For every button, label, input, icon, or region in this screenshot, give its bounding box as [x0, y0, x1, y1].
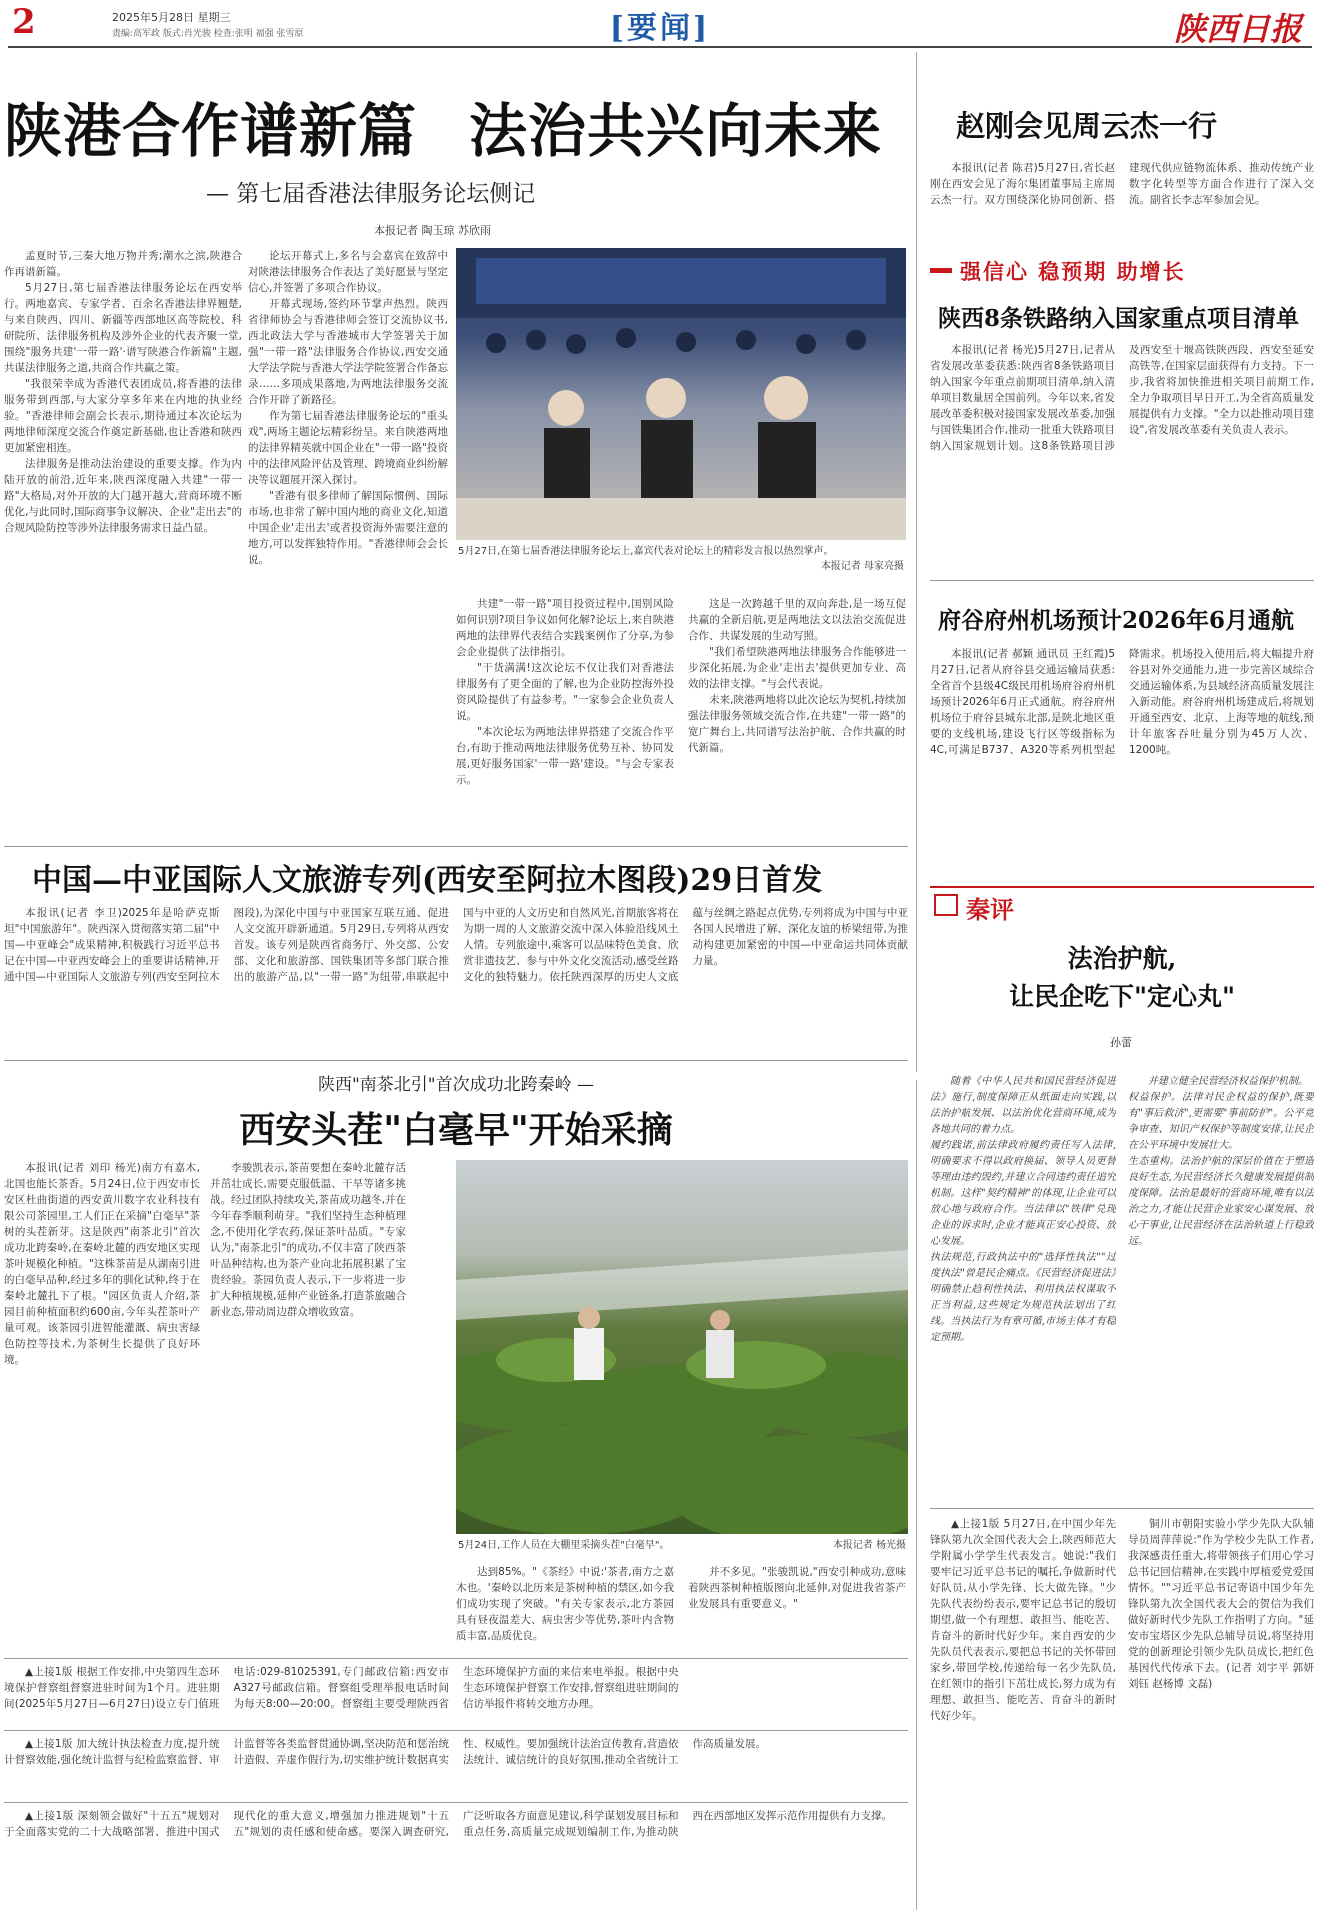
- bottom-right-column-1: [930, 1516, 1116, 1912]
- tea-photo-caption: [458, 1538, 906, 1553]
- photo-credit: 本报记者 母家亮摄: [820, 561, 904, 572]
- section-divider: [930, 1508, 1314, 1509]
- date-line: 2025年5月28日 星期三: [112, 11, 231, 24]
- railway-body: [4, 905, 908, 1081]
- paragraph: ▲上接1版 根据工作安排,中央第四生态环境保护督察组督察进驻时间为1个月。进驻期间(2025年5月27日—6月27日)设立专门值班电话:029-81025391,专门邮政信箱:西安市A327号邮政信箱。督察组受理举报电话时间为每天8:00—20:00。督察组主要受理陕西省生态环境保护方面的来信来电举报。根据中央生态环境保护督察工作安排,督察组进驻期间的信访举报件将转交地方办理。: [4, 1666, 679, 1710]
- paragraph: "香港有很多律师了解国际惯例、国际市场,也非常了解中国内地的商业文化,知道中国企业'走出去'或者投资海外需要注意的地方,可以发挥独特作用。"香港律师会会长说。: [248, 490, 448, 566]
- commentary-author: 孙蕾: [1110, 1036, 1132, 1049]
- continuation-1: [4, 1664, 908, 1726]
- news1-title: 赵刚会见周云杰一行: [956, 109, 1218, 143]
- paragraph: ▲上接1版 加大统计执法检查力度,提升统计督察效能,强化统计监督与纪检监察监督、审计监督等各类监督贯通协调,坚决防范和惩治统计造假、弄虚作假行为,切实维护统计数据真实性、权威性。要加强统计法治宣传教育,营造依法统计、诚信统计的良好氛围,推动全省统计工作高质量发展。: [4, 1738, 766, 1766]
- paragraph: 这是一次跨越千里的双向奔赴,是一场互促共赢的全新启航,更是两地法文以法治交流促进合作、共谋发展的生动写照。: [688, 598, 906, 642]
- paragraph: 5月27日,第七届香港法律服务论坛在西安举行。两地嘉宾、专家学者、百余名香港法律界翘楚,与来自陕西、四川、新疆等西部地区高等院校、科研院所、法律服务机构及涉外企业的代表齐聚一堂,围绕"服务共建'一带一路'·谱写陕港合作新篇"主题,共谋法律服务之道,共商合作共赢之策。: [4, 282, 242, 374]
- paragraph: 达到85%。"《茶经》中说:'茶者,南方之嘉木也。'秦岭以北历来是茶树种植的禁区,如今我们成功实现了突破。"有关专家表示,北方茶园具有昼夜温差大、病虫害少等优势,茶叶内含物质丰富,品质优良。: [456, 1566, 674, 1642]
- news-divider: [930, 580, 1314, 581]
- paragraph: ▲上接1版 深刻领会做好"十五五"规划对于全面落实党的二十大战略部署、推进中国式现代化的重大意义,增强加力推进规划"十五五"规划的责任感和使命感。要深入调查研究,广泛听取各方面意见建议,科学谋划发展目标和重点任务,高质量完成规划编制工作,为推动陕西在西部地区发挥示范作用提供有力支撑。: [4, 1810, 892, 1838]
- continuation-3: [4, 1808, 908, 1912]
- tea-garden-photo: [456, 1160, 908, 1534]
- commentary-title-line-1: 法治护航,: [1067, 944, 1177, 973]
- conference-audience-illustration: [456, 248, 906, 540]
- paragraph: 孟夏时节,三秦大地万物并秀;潮水之滨,陕港合作再谱新篇。: [4, 250, 242, 278]
- paragraph: 李骏凯表示,茶苗要想在秦岭北麓存活并茁壮成长,需要克服低温、干旱等诸多挑战。经过团队持续攻关,茶苗成功越冬,并在今年春季顺利萌芽。"我们坚持生态种植理念,不使用化学农药,保证茶叶品质。"专家认为,"南茶北引"的成功,不仅丰富了陕西茶叶品种结构,也为茶产业向北拓展积累了宝贵经验。茶园负责人表示,下一步将进一步扩大种植规模,延伸产业链条,打造茶旅融合新业态,带动周边群众增收致富。: [210, 1162, 406, 1318]
- masthead-divider: [8, 46, 1312, 48]
- lead-title-part-a: 陕港合作谱新篇: [4, 97, 418, 165]
- conference-photo: [456, 248, 906, 540]
- paragraph: 本报讯(记者 郝颖 通讯员 王红霞)5月27日,记者从府谷县交通运输局获悉:全省首个县级4C级民用机场府谷府州机场预计2026年6月正式通航。府谷府州机场位于府谷县城东北部,是陕北地区重要的支线机场,建设飞行区等级指标为4C,可满足B737、A320等系列机型起降需求。机场投入使用后,将大幅提升府谷县对外交通能力,进一步完善区域综合交通运输体系,为县域经济高质量发展注入新动能。府谷府州机场建成后,将规划开通至西安、北京、上海等地的航线,预计年旅客吞吐量分别为45万人次、1200吨。: [930, 648, 1314, 756]
- tea-column-3: [456, 1564, 674, 1654]
- paragraph: 并不多见。"张骏凯说,"西安引种成功,意味着陕西茶树种植版图向北延伸,对促进我省茶产业发展具有重要意义。": [688, 1566, 906, 1610]
- railway-title: 中国—中亚国际人文旅游专列(西安至阿拉木图段)29日首发: [32, 863, 823, 898]
- tea-kicker: 陕西"南茶北引"首次成功北跨秦岭 —: [317, 1075, 595, 1095]
- lead-subtitle: — 第七届香港法律服务论坛侧记: [206, 181, 536, 207]
- paragraph: 开幕式现场,签约环节掌声热烈。陕西省律师协会与香港律师会签订交流协议书,西北政法大学与香港城市大学签署关于加强"一带一路"法律服务合作协议,西安交通大学法学院与香港大学法学院签署合作备忘录……多项成果落地,为两地法律服务交流合作开辟了新路径。: [248, 298, 448, 406]
- paper-name-logo: 陕西日报: [1173, 10, 1302, 48]
- paragraph: ▲上接1版 5月27日,在中国少年先锋队第九次全国代表大会上,陕西师范大学附属小学学生代表发言。她说:"我们要牢记习近平总书记的嘱托,争做新时代好队员,从小学先锋、长大做先锋。"少先队代表纷纷表示,要牢记总书记的殷切期望,做一个有理想、敢担当、能吃苦、肯奋斗的新时代好少年。来自西安的少先队员代表表示,要把总书记的关怀带回家乡,带回学校,传递给每一名少先队员,在红领巾的指引下茁壮成长,努力成为有理想、敢担当、能吃苦、肯奋斗的新时代好少年。: [930, 1518, 1116, 1722]
- paragraph: 法律服务是推动法治建设的重要支撑。作为内陆开放的前沿,近年来,陕西深度融入共建"一带一路"大格局,对外开放的大门越开越大,营商环境不断优化,与此同时,国际商事争议解决、企业"走出去"的合规风险防控等涉外法律服务需求日益凸显。: [4, 458, 242, 534]
- commentary-title: [930, 940, 1314, 1016]
- tea-column-2: [210, 1160, 406, 1600]
- commentary-label: [930, 886, 1314, 924]
- campaign-text: 强信心 稳预期 助增长: [960, 259, 1186, 284]
- bottom-right-column-2: [1128, 1516, 1314, 1912]
- column-divider: [916, 52, 917, 1072]
- lead-column-4: [688, 596, 906, 836]
- tea-title: 西安头茬"白毫早"开始采摘: [239, 1109, 673, 1151]
- commentary-label-text: 秦评: [966, 895, 1014, 924]
- paragraph: 并建立健全民营经济权益保护机制。 权益保护。法律对民企权益的保护,既要有"事后救济",更需要"事前防护"。公平竞争审查、知识产权保护等制度安排,让民企在公平环境中发展壮大。 生态重构。法治护航的深层价值在于塑造良好生态,为民营经济长久健康发展提供制度保障。法治是最好的营商环境,唯有以法治之力,才能让民营企业家安心谋发展、放心干事业,让民营经济在法治轨道上行稳致远。: [1128, 1076, 1314, 1247]
- staff-line: 责编:高军政 版式:肖光骏 检查:张明 福强 张雪原: [112, 29, 304, 39]
- section-divider: [4, 1658, 908, 1659]
- paragraph: 随着《中华人民共和国民营经济促进法》施行,制度保障正从纸面走向实践,以法治护航发展、以法治优化营商环境,成为各地共同的着力点。 履约践诺,前法律政府履约责任写入法律,明确要求不得以政府换届、领导人员更替等理由违约毁约,并建立合同违约责任追究机制。这样"契约精神"的体现,让企业可以放心地与政府合作。当法律以"铁律"兑现企业的诉求时,企业才能真正安心投资、放心发展。 执法规范,行政执法中的"选择性执法""过度执法"曾是民企痛点。《民营经济促进法》明确禁止趋利性执法、利用执法权谋取不正当利益,这些规定为规范执法划出了红线。当执法行为有章可循,市场主体才有稳定预期。: [930, 1076, 1116, 1343]
- column-divider: [916, 1080, 917, 1910]
- commentary-title-line-2: 让民企吃下"定心丸": [1008, 982, 1236, 1011]
- tea-bushes-illustration: [456, 1160, 908, 1534]
- news3-body: [930, 646, 1314, 870]
- paragraph: 铜川市朝阳实验小学少先队大队辅导员周萍萍说:"作为学校少先队工作者,我深感责任重大,将带领孩子们用心学习总书记回信精神,在实践中厚植爱党爱国情怀。""习近平总书记寄语中国少年先锋队第九次全国代表大会的贺信为我们做好新时代少先队工作指明了方向。"延安市宝塔区少先队总辅导员说,将坚持用党的创新理论引领少先队员成长,把红色基因代代传承下去。(记者 刘宇平 郭妍 刘钰 赵杨博 文磊): [1128, 1518, 1314, 1690]
- paragraph: "干货满满!这次论坛不仅让我们对香港法律服务有了更全面的了解,也为企业防控海外投资风险提供了有益参考。"一家参会企业负责人说。: [456, 662, 674, 722]
- conference-photo-caption: [458, 544, 904, 574]
- paragraph: 作为第七届香港法律服务论坛的"重头戏",两场主题论坛精彩纷呈。来自陕港两地的法律界精英就中国企业在"一带一路"投资中的法律风险评估及管理、跨境商业纠纷解决等议题展开深入探讨。: [248, 410, 448, 486]
- caption-text: 5月24日,工作人员在大棚里采摘头茬"白毫早"。: [458, 1540, 670, 1551]
- lead-column-3: [456, 596, 674, 836]
- lead-column-2: [248, 248, 448, 836]
- paragraph: "本次论坛为两地法律界搭建了交流合作平台,有助于推动两地法律服务优势互补、协同发展,更好服务国家'一带一路'建设。"与会专家表示。: [456, 726, 674, 786]
- news3-title: 府谷府州机场预计2026年6月通航: [938, 607, 1295, 634]
- paragraph: 本报讯(记者 陈君)5月27日,省长赵刚在西安会见了海尔集团董事局主席周云杰一行。双方围绕深化协同创新、搭建现代供应链物流体系、推动传统产业数字化转型等方面合作进行了深入交流。副省长李志军参加会见。: [930, 162, 1314, 206]
- commentary-column-1: [930, 1058, 1116, 1498]
- lead-title: [4, 84, 882, 168]
- commentary-badge-icon: [934, 894, 958, 916]
- news2-title: 陕西8条铁路纳入国家重点项目清单: [938, 305, 1300, 332]
- paragraph: 本报讯(记者 李卫)2025年是哈萨克斯坦"中国旅游年"。陕西深入贯彻落实第二届"中国—中亚峰会"成果精神,积极践行习近平总书记在中国—中亚西安峰会上的重要讲话精神,开通中国—中亚国际人文旅游专列(西安至阿拉木图段),为深化中国与中亚国家互联互通、促进人文交流开辟新通道。5月29日,专列将从西安首发。该专列是陕西省商务厅、外交部、公安部、文化和旅游部、国铁集团等多部门联合推出的旅游产品,以"一带一路"为纽带,串联起中国与中亚的人文历史和自然风光,首期旅客将在为期一周的人文旅游交流中深入体验沿线风土人情。专列旅途中,乘客可以品味特色美食、欣赏非遗技艺、参与中外文化交流活动,感受丝路文化的独特魅力。依托陕西深厚的历史人文底蕴与丝绸之路起点优势,专列将成为中国与中亚各国人民增进了解、深化友谊的桥梁纽带,为推动构建更加紧密的中国—中亚命运共同体贡献力量。: [4, 907, 908, 983]
- paragraph: 本报讯(记者 杨光)5月27日,记者从省发展改革委获悉:陕西省8条铁路项目纳入国家今年重点前期项目清单,纳入清单项目数量居全国前列。今年以来,省发展改革委积极对接国家发展改革委,加强与国铁集团合作,推动一批重大铁路项目纳入国家规划计划。这8条铁路项目涉及西安至十堰高铁陕西段、西安至延安高铁等,在国家层面获得有力支持。下一步,我省将加快推进相关项目前期工作,全力争取项目早日开工,为全省高质量发展提供有力支撑。"全力以赴推动项目建设",省发展改革委有关负责人表示。: [930, 344, 1314, 452]
- page-number: 2: [12, 2, 36, 42]
- continuation-2: [4, 1736, 908, 1798]
- section-divider: [4, 1060, 908, 1061]
- news2-body: [930, 342, 1314, 566]
- commentary-column-2: [1128, 1058, 1314, 1498]
- campaign-bar: [930, 268, 952, 273]
- paragraph: 本报讯(记者 刘印 杨光)南方有嘉木,北国也能长茶香。5月24日,位于西安市长安区杜曲街道的西安黄川数字农业科技有限公司茶园里,工人们正在采摘"白毫早"茶树的头茬新芽。这是陕西"南茶北引"首次成功北跨秦岭,在秦岭北麓的西安地区实现茶叶规模化种植。"这株茶苗是从湖南引进的白毫早品种,经过多年的驯化试种,终于在秦岭北麓扎下了根。"园区负责人介绍,茶园目前种植面积约600亩,今年头茬茶叶产量可观。该茶园引进智能灌溉、病虫害绿色防控等技术,为茶树生长提供了良好环境。: [4, 1162, 200, 1366]
- tea-column-1: [4, 1160, 200, 1600]
- section-divider: [4, 846, 908, 847]
- campaign-banner: [930, 256, 1314, 284]
- section-label: [要闻]: [609, 11, 711, 46]
- paragraph: 论坛开幕式上,多名与会嘉宾在致辞中对陕港法律服务合作表达了美好愿景与坚定信心,并签署了多项合作协议。: [248, 250, 448, 294]
- news1-body: [930, 160, 1314, 256]
- lead-column-1: [4, 248, 242, 836]
- lead-byline: 本报记者 陶玉琼 苏欣雨: [374, 224, 491, 237]
- tea-column-4: [688, 1564, 906, 1654]
- caption-text: 5月27日,在第七届香港法律服务论坛上,嘉宾代表对论坛上的精彩发言报以热烈掌声。: [458, 546, 834, 557]
- paragraph: "我很荣幸成为香港代表团成员,将香港的法律服务带到西部,与大家分享多年来在内地的执业经验。"香港律师会副会长表示,期待通过本次论坛为两地律师深度交流合作奠定新基础,也让香港和陕西更加紧密相连。: [4, 378, 242, 454]
- photo-credit: 本报记者 杨光摄: [832, 1540, 906, 1551]
- paragraph: "我们希望陕港两地法律服务合作能够进一步深化拓展,为企业'走出去'提供更加专业、高效的法律支撑。"与会代表说。: [688, 646, 906, 690]
- section-divider: [4, 1730, 908, 1731]
- paragraph: 共建"一带一路"项目投资过程中,国别风险如何识别?项目争议如何化解?论坛上,来自陕港两地的法律界代表结合实践案例作了分享,为参会企业提供了法律指引。: [456, 598, 674, 658]
- paragraph: 未来,陕港两地将以此次论坛为契机,持续加强法律服务领域交流合作,在共建"一带一路"的宽广舞台上,共同谱写法治护航、合作共赢的时代新篇。: [688, 694, 906, 754]
- section-divider: [4, 1802, 908, 1803]
- lead-title-part-b: 法治共兴向未来: [469, 97, 883, 165]
